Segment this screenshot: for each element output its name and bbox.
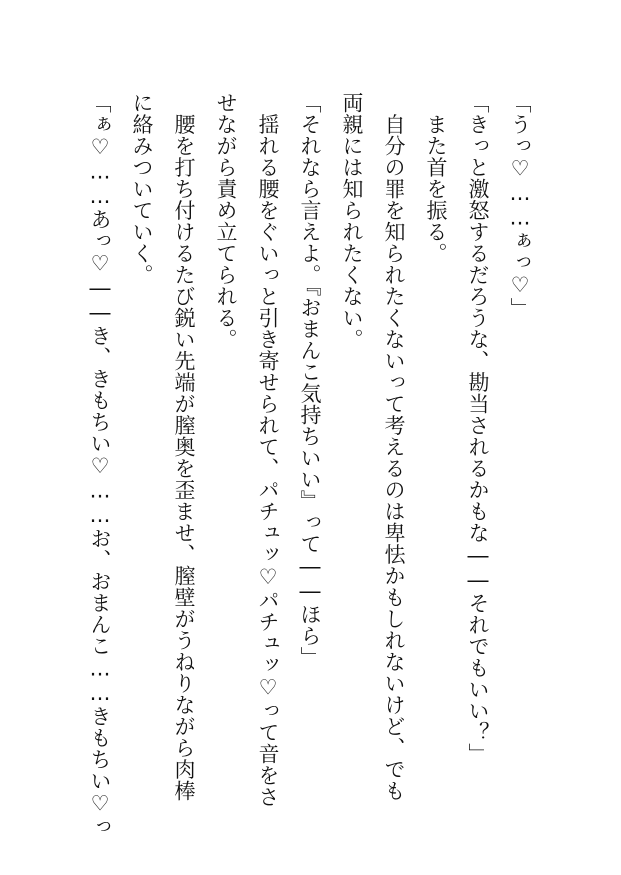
text-line-7: 揺れる腰をぐいっと引き寄せられて、パチュッ♡パチュッ♡って音をさ [256,92,280,808]
text-line-8: せながら責め立てられる。 [214,92,238,350]
text-line-10: に絡みついていく。 [130,92,154,286]
text-line-9: 腰を打ち付けるたび鋭い先端が膣奥を歪ませ、膣壁がうねりながら肉棒 [172,92,196,802]
text-line-4: 自分の罪を知られたくないって考えるのは卑怯かもしれないけど、でも [382,92,406,802]
text-line-5: 両親には知られたくない。 [340,92,364,350]
text-line-6: 「それなら言えよ。『おまんこ気持ちいい』って――ほら」 [298,92,322,668]
text-line-2: 「きっと激怒するだろうな、勘当されるかもな――それでもいい？」 [466,92,490,765]
text-line-11: 「ぁ♡……あっ♡――き、きもちい♡……お、おまんこ……きもちい♡っ [88,92,112,838]
text-line-1: 「うっ♡……ぁっ♡」 [508,92,532,319]
text-line-3: また首を振る。 [424,92,448,264]
vertical-text-block [79,92,541,838]
